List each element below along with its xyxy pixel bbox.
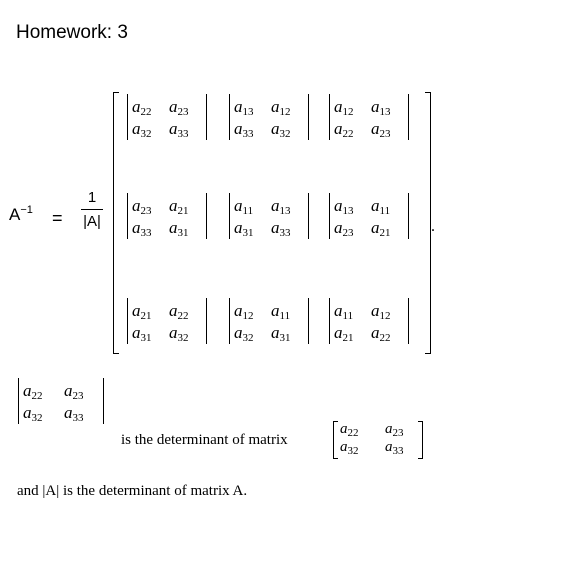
det-entry: $a_{33}$	[169, 119, 189, 140]
det-entry: $a_{21}$	[334, 323, 354, 344]
det-entry: $a_{12}$	[271, 97, 291, 118]
cofactor-det	[329, 193, 409, 239]
det-entry: $a_{22}$	[169, 301, 189, 322]
cofactor-det	[127, 94, 207, 140]
det-entry: $a_{32}$	[271, 119, 291, 140]
det-entry: $a_{23}$	[371, 119, 391, 140]
matrix-entry: $a_{22}$	[340, 421, 359, 439]
det-entry: $a_{31}$	[234, 218, 254, 239]
matrix-entry: $a_{32}$	[340, 439, 359, 457]
lhs-base: A	[9, 205, 21, 224]
det-entry: $a_{11}$	[271, 301, 291, 322]
cofactor-det	[329, 94, 409, 140]
example-determinant	[18, 378, 104, 424]
example-matrix	[333, 421, 423, 459]
matrix-entry: $a_{33}$	[385, 439, 404, 457]
det-entry: $a_{31}$	[271, 323, 291, 344]
explanation-text-2: and |A| is the determinant of matrix A.	[17, 483, 248, 499]
det-entry: $a_{23}$	[132, 196, 152, 217]
page-title: Homework: 3	[16, 22, 128, 43]
cofactor-det	[127, 193, 207, 239]
det-entry: $a_{11}$	[371, 196, 391, 217]
det-entry: $a_{23}$	[334, 218, 354, 239]
det-entry: $a_{32}$	[169, 323, 189, 344]
det-entry: $a_{12}$	[334, 97, 354, 118]
det-entry: $a_{22}$	[371, 323, 391, 344]
cofactor-det	[127, 298, 207, 344]
det-entry: $a_{33}$	[64, 403, 84, 424]
det-entry: $a_{32}$	[132, 119, 152, 140]
det-entry: $a_{33}$	[132, 218, 152, 239]
lhs-superscript: −1	[20, 204, 33, 216]
det-entry: $a_{31}$	[132, 323, 152, 344]
det-entry: $a_{13}$	[234, 97, 254, 118]
det-entry: $a_{31}$	[169, 218, 189, 239]
det-entry: $a_{12}$	[234, 301, 254, 322]
det-entry: $a_{21}$	[132, 301, 152, 322]
det-entry: $a_{23}$	[64, 381, 84, 402]
fraction-numerator: 1	[87, 189, 97, 206]
reciprocal-fraction	[80, 190, 104, 229]
det-entry: $a_{33}$	[271, 218, 291, 239]
det-entry: $a_{13}$	[271, 196, 291, 217]
cofactor-det	[329, 298, 409, 344]
det-entry: $a_{13}$	[334, 196, 354, 217]
cofactor-det	[229, 94, 309, 140]
cofactor-det	[229, 193, 309, 239]
det-entry: $a_{11}$	[234, 196, 254, 217]
det-entry: $a_{23}$	[169, 97, 189, 118]
matrix-left-bracket	[113, 92, 119, 354]
det-entry: $a_{11}$	[334, 301, 354, 322]
det-entry: $a_{21}$	[169, 196, 189, 217]
det-entry: $a_{21}$	[371, 218, 391, 239]
det-entry: $a_{12}$	[371, 301, 391, 322]
det-entry: $a_{22}$	[23, 381, 43, 402]
det-entry: $a_{33}$	[234, 119, 254, 140]
det-entry: $a_{22}$	[334, 119, 354, 140]
det-entry: $a_{32}$	[234, 323, 254, 344]
explanation-text-1: is the determinant of matrix	[121, 432, 288, 448]
trailing-period: .	[431, 218, 435, 235]
det-entry: $a_{22}$	[132, 97, 152, 118]
det-entry: $a_{32}$	[23, 403, 43, 424]
cofactor-det	[229, 298, 309, 344]
inverse-symbol	[9, 206, 33, 223]
equals-sign: =	[52, 208, 63, 228]
det-entry: $a_{13}$	[371, 97, 391, 118]
matrix-entry: $a_{23}$	[385, 421, 404, 439]
fraction-denominator: |A|	[83, 213, 101, 230]
